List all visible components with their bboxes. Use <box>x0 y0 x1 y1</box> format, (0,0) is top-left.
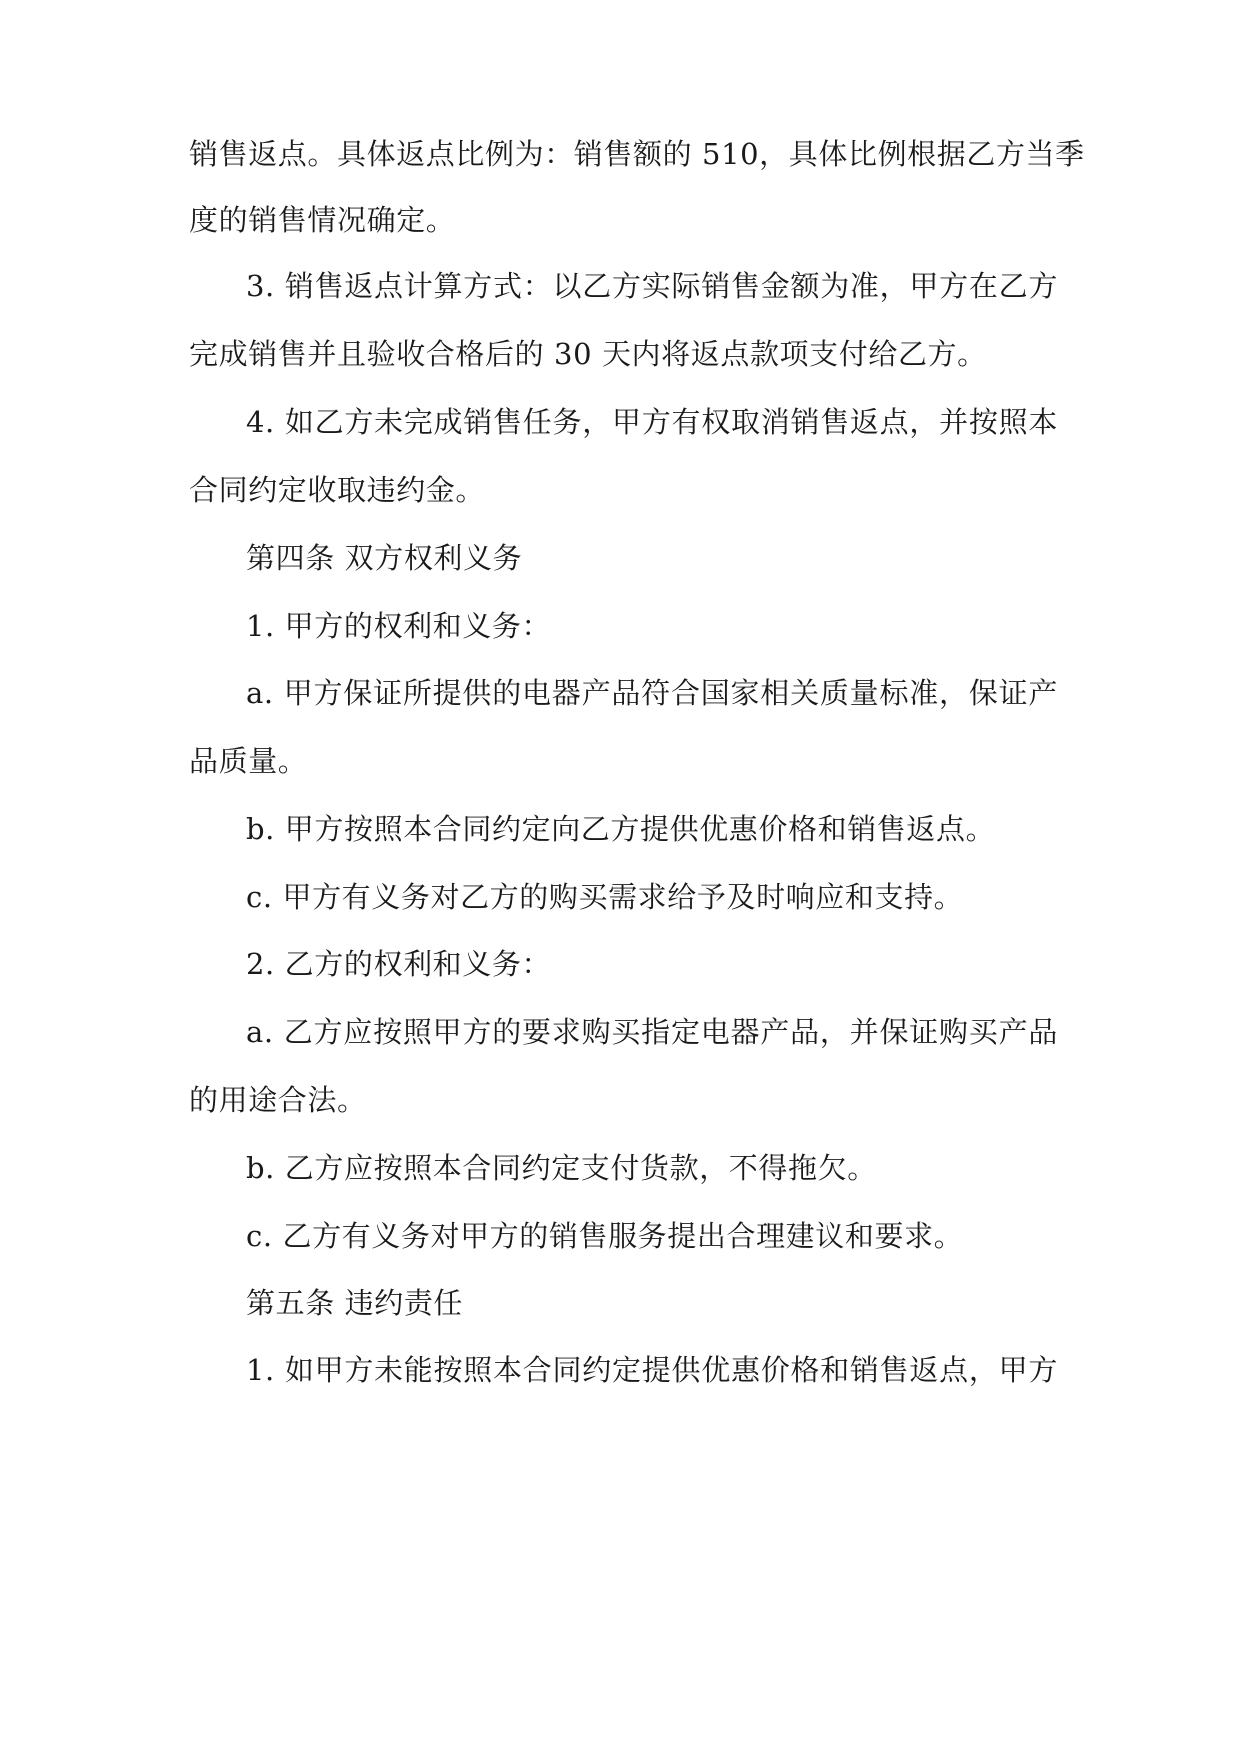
paragraph-line: 的用途合法。 <box>189 1083 367 1117</box>
list-item-party-a: 1. 甲方的权利和义务： <box>246 609 552 643</box>
list-item-4: 4. 如乙方未完成销售任务，甲方有权取消销售返点，并按照本 <box>246 405 1058 439</box>
list-item-party-b: 2. 乙方的权利和义务： <box>246 947 552 981</box>
paragraph-line: 完成销售并且验收合格后的 30 天内将返点款项支付给乙方。 <box>189 337 987 371</box>
section-heading-article-5: 第五条 违约责任 <box>246 1286 464 1320</box>
list-item-b: b. 甲方按照本合同约定向乙方提供优惠价格和销售返点。 <box>246 812 996 846</box>
paragraph-line: 合同约定收取违约金。 <box>189 473 486 507</box>
list-item-3: 3. 销售返点计算方式：以乙方实际销售金额为准，甲方在乙方 <box>246 269 1058 303</box>
list-item-a: a. 甲方保证所提供的电器产品符合国家相关质量标准，保证产 <box>246 676 1058 710</box>
list-item-a: a. 乙方应按照甲方的要求购买指定电器产品，并保证购买产品 <box>246 1015 1058 1049</box>
paragraph-line: 度的销售情况确定。 <box>189 203 456 237</box>
list-item-1: 1. 如甲方未能按照本合同约定提供优惠价格和销售返点，甲方 <box>246 1353 1058 1387</box>
list-item-c: c. 甲方有义务对乙方的购买需求给予及时响应和支持。 <box>246 880 964 914</box>
list-item-c: c. 乙方有义务对甲方的销售服务提出合理建议和要求。 <box>246 1219 964 1253</box>
paragraph-line: 品质量。 <box>189 744 308 778</box>
list-item-b: b. 乙方应按照本合同约定支付货款，不得拖欠。 <box>246 1151 877 1185</box>
paragraph-line: 销售返点。具体返点比例为：销售额的 510，具体比例根据乙方当季 <box>189 137 1085 171</box>
section-heading-article-4: 第四条 双方权利义务 <box>246 541 523 575</box>
